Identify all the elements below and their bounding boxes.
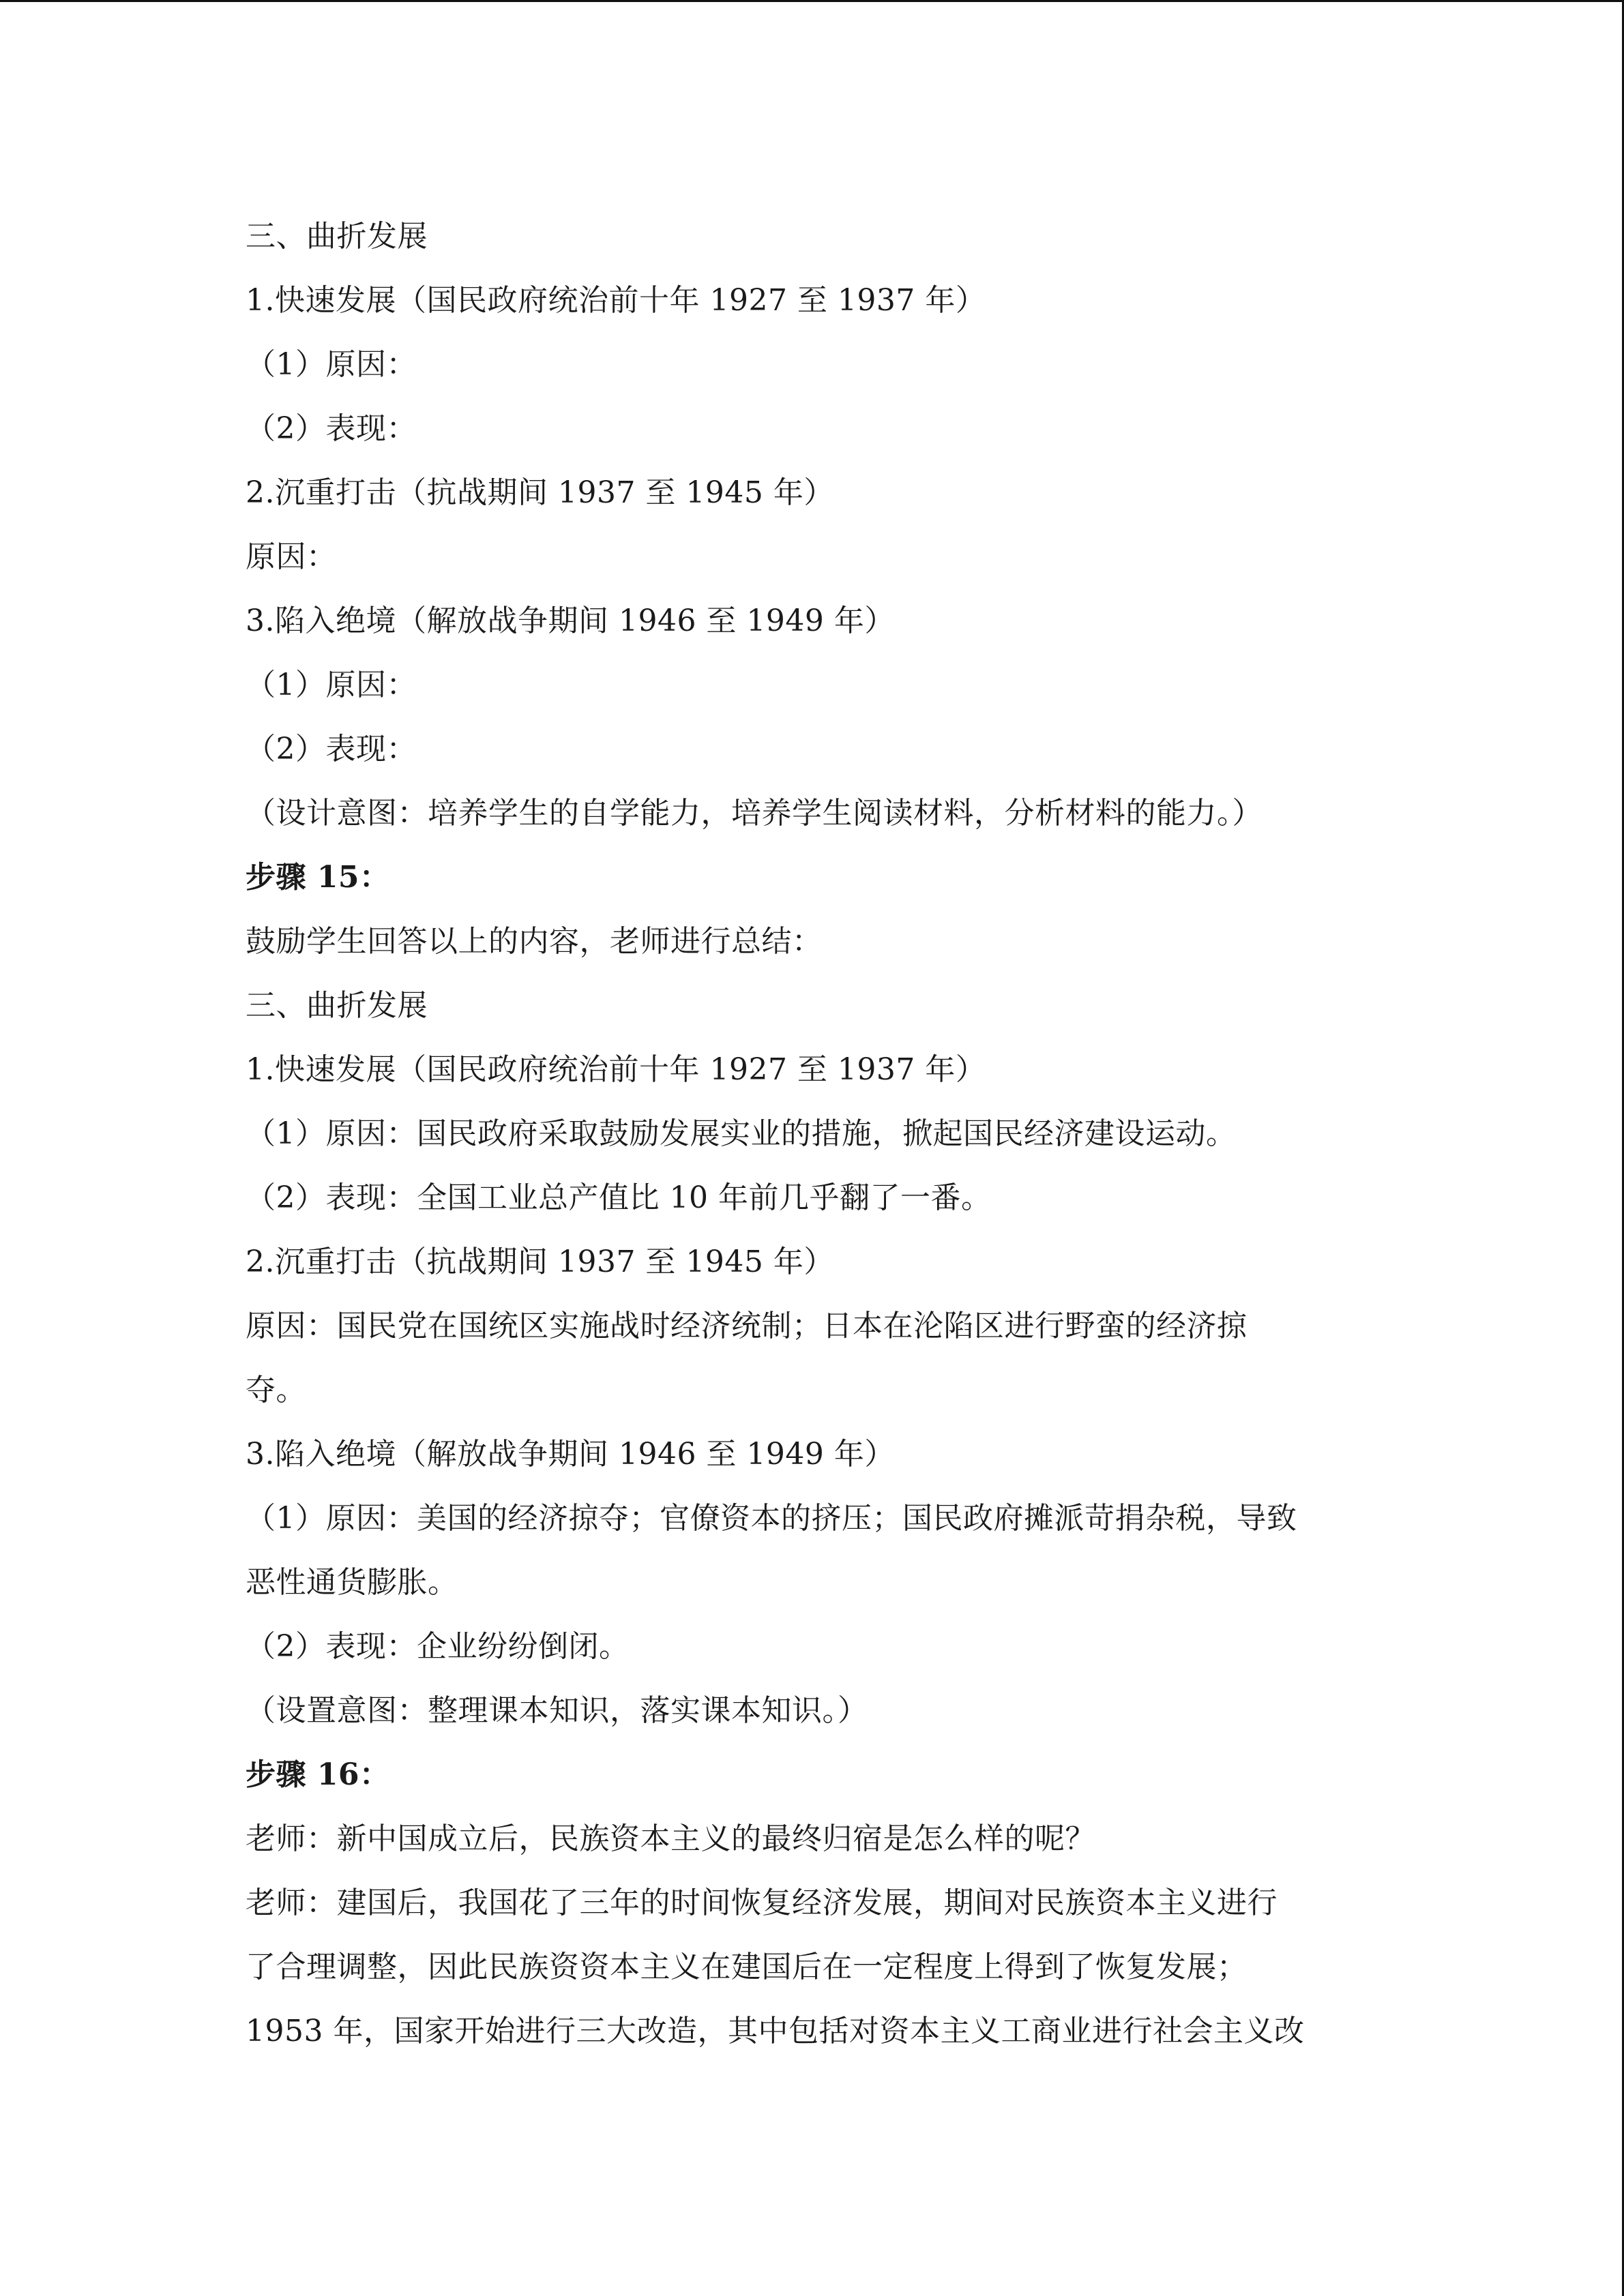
text-line: 原因： xyxy=(246,539,337,574)
text-line: （2）表现：全国工业总产值比 10 年前几乎翻了一番。 xyxy=(246,1180,992,1215)
text-line: 3.陷入绝境（解放战争期间 1946 至 1949 年） xyxy=(246,603,895,638)
step-heading: 步骤 16： xyxy=(246,1757,390,1792)
text-line: 老师：新中国成立后，民族资本主义的最终归宿是怎么样的呢？ xyxy=(246,1821,1095,1856)
text-line: 鼓励学生回答以上的内容，老师进行总结： xyxy=(246,924,823,959)
text-line: 原因：国民党在国统区实施战时经济统制；日本在沦陷区进行野蛮的经济掠 xyxy=(246,1309,1247,1343)
text-line: 三、曲折发展 xyxy=(246,219,428,254)
text-line: 三、曲折发展 xyxy=(246,988,428,1023)
text-line: （1）原因： xyxy=(246,668,417,702)
text-line: 1.快速发展（国民政府统治前十年 1927 至 1937 年） xyxy=(246,1052,986,1087)
text-line: 恶性通货膨胀。 xyxy=(246,1565,458,1600)
text-line: （1）原因：国民政府采取鼓励发展实业的措施，掀起国民经济建设运动。 xyxy=(246,1116,1237,1151)
text-line: 夺。 xyxy=(246,1373,306,1407)
text-line: （2）表现：企业纷纷倒闭。 xyxy=(246,1629,630,1664)
text-line: 3.陷入绝境（解放战争期间 1946 至 1949 年） xyxy=(246,1437,895,1472)
text-line: 1953 年，国家开始进行三大改造，其中包括对资本主义工商业进行社会主义改 xyxy=(246,2014,1305,2048)
text-line: 1.快速发展（国民政府统治前十年 1927 至 1937 年） xyxy=(246,283,986,318)
text-line: （1）原因： xyxy=(246,347,417,382)
text-line: （2）表现： xyxy=(246,732,417,766)
text-line: （2）表现： xyxy=(246,411,417,446)
text-line: （设计意图：培养学生的自学能力，培养学生阅读材料，分析材料的能力。） xyxy=(246,796,1263,831)
text-line: 老师：建国后，我国花了三年的时间恢复经济发展，期间对民族资本主义进行 xyxy=(246,1885,1278,1920)
step-heading: 步骤 15： xyxy=(246,860,390,895)
text-line: 2.沉重打击（抗战期间 1937 至 1945 年） xyxy=(246,1244,834,1279)
page-top-border xyxy=(0,0,1624,2)
text-line: 2.沉重打击（抗战期间 1937 至 1945 年） xyxy=(246,475,834,510)
text-line: 了合理调整，因此民族资资本主义在建国后在一定程度上得到了恢复发展； xyxy=(246,1950,1247,1984)
text-line: （设置意图：整理课本知识，落实课本知识。） xyxy=(246,1693,868,1728)
text-line: （1）原因：美国的经济掠夺；官僚资本的挤压；国民政府摊派苛捐杂税，导致 xyxy=(246,1501,1297,1536)
document-body xyxy=(246,205,1378,2063)
